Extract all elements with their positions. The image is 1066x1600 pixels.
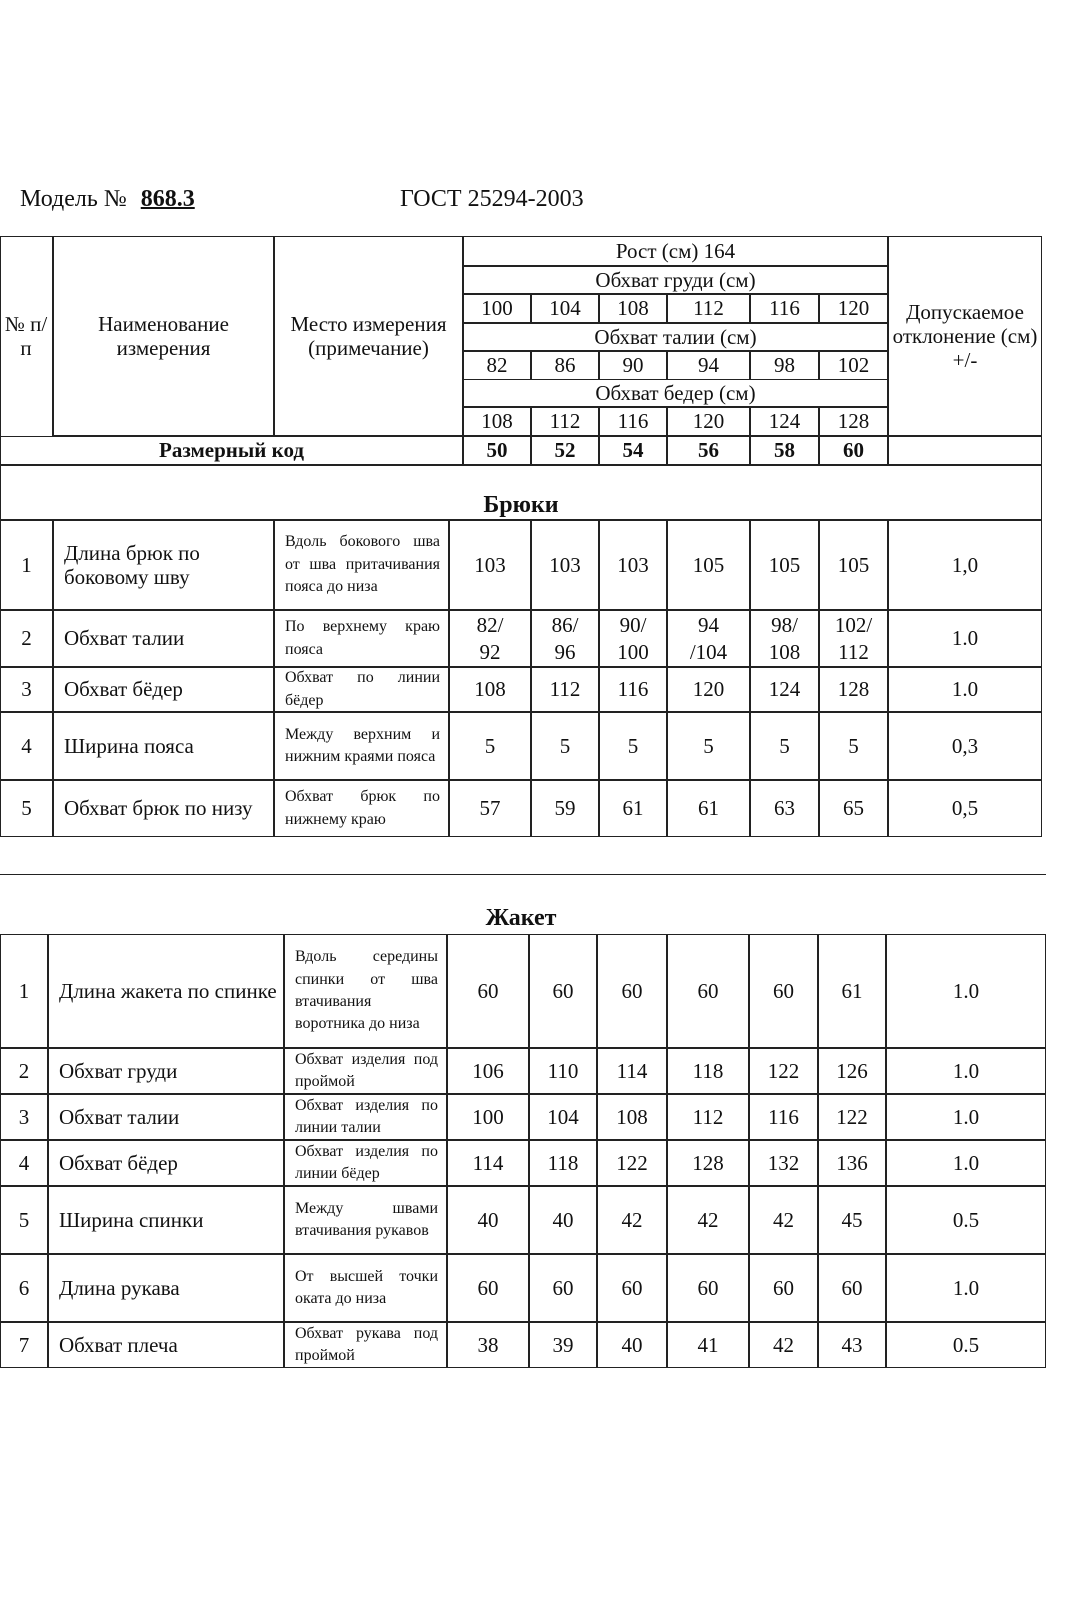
measure-name: Ширина пояса (53, 712, 274, 780)
row-number: 5 (0, 1186, 48, 1254)
model-number: 868.3 (140, 186, 195, 212)
measure-value: 5 (599, 712, 667, 780)
measure-name: Обхват плеча (48, 1322, 284, 1368)
trousers-title: Брюки (483, 492, 559, 518)
measure-value: 116 (599, 667, 667, 712)
tolerance-value: 1.0 (886, 1254, 1046, 1322)
measure-name: Обхват талии (53, 610, 274, 667)
measure-value: 42 (749, 1186, 818, 1254)
jacket-title: Жакет (485, 905, 557, 931)
measure-value: 60 (529, 934, 597, 1048)
measure-value: 114 (447, 1140, 529, 1186)
measure-value: 118 (667, 1048, 749, 1094)
measure-value: 60 (529, 1254, 597, 1322)
measure-name: Обхват бёдер (48, 1140, 284, 1186)
model-label-text: Модель № (20, 186, 127, 212)
section-divider (0, 874, 1046, 875)
measure-value: 122 (818, 1094, 886, 1140)
measure-note: Обхват изделия под проймой (284, 1048, 447, 1094)
measure-note: Между швами втачивания рукавов (284, 1186, 447, 1254)
header-waist-label: Обхват талии (см) (463, 323, 888, 351)
tolerance-value: 0,3 (888, 712, 1042, 780)
measure-value: 60 (447, 1254, 529, 1322)
measure-value: 63 (750, 780, 819, 837)
tolerance-value: 1.0 (886, 1048, 1046, 1094)
row-number: 1 (0, 520, 53, 610)
header-hips-value: 128 (819, 407, 888, 436)
measure-note: По верхнему краю пояса (274, 610, 449, 667)
measure-value: 105 (667, 520, 750, 610)
header-hips-value: 124 (750, 407, 819, 436)
tolerance-value: 1.0 (886, 934, 1046, 1048)
row-number: 4 (0, 1140, 48, 1186)
measure-value: 60 (818, 1254, 886, 1322)
header-waist-value: 98 (750, 351, 819, 380)
measure-value: 41 (667, 1322, 749, 1368)
tolerance-value: 0,5 (888, 780, 1042, 837)
header-hips-value: 112 (531, 407, 599, 436)
measure-value: 60 (667, 1254, 749, 1322)
row-number: 2 (0, 1048, 48, 1094)
measure-name: Длина брюк по боковому шву (53, 520, 274, 610)
measure-value: 5 (449, 712, 531, 780)
measure-value: 60 (749, 1254, 818, 1322)
measure-value: 39 (529, 1322, 597, 1368)
row-number: 4 (0, 712, 53, 780)
measure-value: 42 (597, 1186, 667, 1254)
measure-value: 45 (818, 1186, 886, 1254)
size-code-tolerance-blank (888, 436, 1042, 465)
measure-name: Обхват талии (48, 1094, 284, 1140)
measure-value: 108 (597, 1094, 667, 1140)
measure-note: Обхват по линии бёдер (274, 667, 449, 712)
measure-note: От высшей точки оката до низа (284, 1254, 447, 1322)
measure-name: Длина рукава (48, 1254, 284, 1322)
measure-value: 61 (667, 780, 750, 837)
row-number: 3 (0, 667, 53, 712)
measure-note: Вдоль бокового шва от шва притачивания пояса до низа (274, 520, 449, 610)
measure-value: 120 (667, 667, 750, 712)
header-bust-value: 100 (463, 294, 531, 323)
measure-name: Обхват бёдер (53, 667, 274, 712)
measure-value: 105 (750, 520, 819, 610)
size-code-value: 52 (531, 436, 599, 465)
size-code-value: 58 (750, 436, 819, 465)
tolerance-value: 1.0 (888, 610, 1042, 667)
measure-value: 42 (667, 1186, 749, 1254)
measure-value: 103 (599, 520, 667, 610)
header-tolerance: Допускаемое отклонение (см) +/- (888, 236, 1042, 436)
measure-value: 126 (818, 1048, 886, 1094)
model-label (20, 186, 205, 213)
measure-value: 42 (749, 1322, 818, 1368)
measure-value: 105 (819, 520, 888, 610)
measure-name: Ширина спинки (48, 1186, 284, 1254)
measure-name: Длина жакета по спинке (48, 934, 284, 1048)
measure-value: 40 (447, 1186, 529, 1254)
measure-value: 108 (449, 667, 531, 712)
measure-value: 94 /104 (667, 610, 750, 667)
measure-value: 60 (597, 934, 667, 1048)
measure-value: 103 (531, 520, 599, 610)
tolerance-value: 1.0 (886, 1140, 1046, 1186)
measure-value: 104 (529, 1094, 597, 1140)
header-bust-value: 116 (750, 294, 819, 323)
measure-note: Обхват изделия по линии талии (284, 1094, 447, 1140)
header-bust-value: 104 (531, 294, 599, 323)
measure-value: 128 (667, 1140, 749, 1186)
measure-value: 103 (449, 520, 531, 610)
measure-note: Обхват изделия по линии бёдер (284, 1140, 447, 1186)
measure-value: 60 (749, 934, 818, 1048)
header-hips-label: Обхват бедер (см) (463, 379, 888, 407)
header-waist-value: 90 (599, 351, 667, 380)
measure-value: 112 (531, 667, 599, 712)
header-bust-value: 112 (667, 294, 750, 323)
size-code-value: 60 (819, 436, 888, 465)
header-hips-value: 120 (667, 407, 750, 436)
header-waist-value: 94 (667, 351, 750, 380)
measure-name: Обхват груди (48, 1048, 284, 1094)
size-code-value: 56 (667, 436, 750, 465)
row-number: 3 (0, 1094, 48, 1140)
measure-value: 61 (818, 934, 886, 1048)
size-code-label: Размерный код (0, 436, 463, 465)
measure-value: 114 (597, 1048, 667, 1094)
tolerance-value: 1.0 (886, 1094, 1046, 1140)
measure-value: 90/ 100 (599, 610, 667, 667)
header-waist-value: 102 (819, 351, 888, 380)
measure-note: Обхват брюк по нижнему краю (274, 780, 449, 837)
measure-value: 5 (667, 712, 750, 780)
header-col-number: № п/ п (0, 236, 53, 436)
measure-value: 59 (531, 780, 599, 837)
row-number: 7 (0, 1322, 48, 1368)
measure-value: 5 (750, 712, 819, 780)
measure-note: Между верхним и нижним краями пояса (274, 712, 449, 780)
row-number: 5 (0, 780, 53, 837)
measure-value: 116 (749, 1094, 818, 1140)
measure-value: 100 (447, 1094, 529, 1140)
header-waist-value: 86 (531, 351, 599, 380)
measure-value: 124 (750, 667, 819, 712)
measure-note: Вдоль середины спинки от шва втачивания воротника до низа (284, 934, 447, 1048)
measure-value: 122 (749, 1048, 818, 1094)
measure-value: 110 (529, 1048, 597, 1094)
tolerance-value: 1,0 (888, 520, 1042, 610)
header-waist-value: 82 (463, 351, 531, 380)
tolerance-value: 0.5 (886, 1322, 1046, 1368)
row-number: 6 (0, 1254, 48, 1322)
header-hips-value: 108 (463, 407, 531, 436)
size-code-value: 50 (463, 436, 531, 465)
measure-value: 5 (531, 712, 599, 780)
measure-value: 98/ 108 (750, 610, 819, 667)
tolerance-value: 1.0 (888, 667, 1042, 712)
row-number: 2 (0, 610, 53, 667)
measure-value: 61 (599, 780, 667, 837)
measure-value: 40 (597, 1322, 667, 1368)
measure-value: 57 (449, 780, 531, 837)
measure-value: 5 (819, 712, 888, 780)
header-bust-value: 120 (819, 294, 888, 323)
measure-value: 118 (529, 1140, 597, 1186)
tolerance-value: 0.5 (886, 1186, 1046, 1254)
measure-value: 43 (818, 1322, 886, 1368)
measure-value: 132 (749, 1140, 818, 1186)
measure-value: 122 (597, 1140, 667, 1186)
header-col-place: Место измерения (примечание) (274, 236, 463, 436)
header-bust-value: 108 (599, 294, 667, 323)
measure-value: 38 (447, 1322, 529, 1368)
size-code-value: 54 (599, 436, 667, 465)
measure-name: Обхват брюк по низу (53, 780, 274, 837)
measure-value: 60 (597, 1254, 667, 1322)
measure-value: 128 (819, 667, 888, 712)
measure-value: 136 (818, 1140, 886, 1186)
header-bust-label: Обхват груди (см) (463, 266, 888, 294)
measure-value: 40 (529, 1186, 597, 1254)
measure-value: 102/ 112 (819, 610, 888, 667)
measure-value: 86/ 96 (531, 610, 599, 667)
measure-value: 106 (447, 1048, 529, 1094)
header-height: Рост (см) 164 (463, 236, 888, 266)
row-number: 1 (0, 934, 48, 1048)
header-hips-value: 116 (599, 407, 667, 436)
header-col-name: Наименование измерения (53, 236, 274, 436)
measure-value: 60 (667, 934, 749, 1048)
measure-value: 82/ 92 (449, 610, 531, 667)
gost-standard: ГОСТ 25294-2003 (400, 186, 584, 212)
measure-value: 60 (447, 934, 529, 1048)
measure-value: 65 (819, 780, 888, 837)
measure-note: Обхват рукава под проймой (284, 1322, 447, 1368)
measure-value: 112 (667, 1094, 749, 1140)
